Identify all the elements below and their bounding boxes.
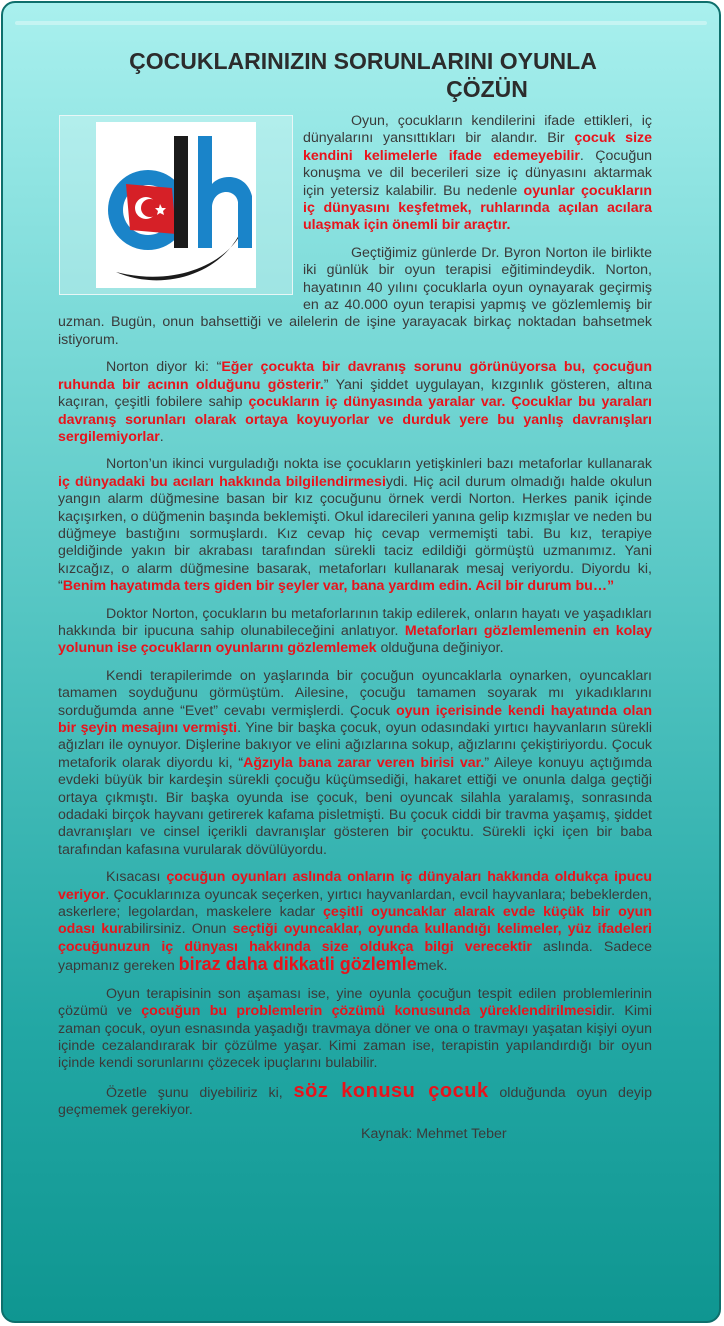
text-run: olduğuna değiniyor. bbox=[376, 640, 504, 657]
text-run: ” Aileye konuyu açtığımda evdeki büyük bir kardeşin sürekli çocuğu küçümsediği, hakaret ettiği ve onunla dalga geçtiği ortaya çıkmıştı. Bir başka oyunda ise çocuk, beni oyuncak silahla yaralamış, sonrasında odadaki birçok hayvanı getirerek kafama pisletmişti. Bu çocuk ciddi bir travma yaşamış, şiddet davranışları ve cinsel içerikli davranışlar gösteren bir çocuktu. Sürekli içki içen bir baba tarafından kafasına vurularak dövülüyordu. bbox=[58, 754, 652, 858]
text-run: mek. bbox=[416, 958, 448, 975]
text-run: ” Yani şiddet uygulayan, kızgınlık gösteren, altına kaçıran, çeşitli fobilere sahip bbox=[58, 376, 652, 411]
text-run: aslında. Sadece yapmanız gereken bbox=[58, 938, 652, 975]
poster-frame bbox=[1, 1, 721, 1323]
paragraph-5 bbox=[58, 606, 652, 658]
text-run: . bbox=[159, 428, 164, 445]
text-run: Norton diyor ki: “ bbox=[106, 359, 222, 376]
highlight-text: oyun içerisinde kendi hayatında olan bir şeyin mesajını vermişti bbox=[58, 702, 653, 736]
text-run: dir. Kimi zaman çocuk, oyun esnasında yaşadığı travmaya döner ve ona o travmayı yaşatan kişiyi oyun içinde cezalandırarak bir çözülme yaşar. Kimi zaman ise, terapistin yapılandırdığı bir oyun içinde kendi sorunlarını çözecek ipuçlarını bulabilir. bbox=[58, 1003, 653, 1072]
highlight-text-large: biraz daha dikkatli gözleml bbox=[178, 954, 407, 975]
highlight-text: çocuğun oyunları aslında onların iç dünyaları hakkında oldukça ipucu veriyor bbox=[58, 869, 652, 903]
paragraph-3 bbox=[58, 359, 652, 446]
title-line-2: ÇÖZÜN bbox=[446, 76, 528, 102]
paragraph-9 bbox=[58, 1079, 652, 1120]
paragraph-8 bbox=[58, 986, 652, 1073]
text-run: Geçtiğimiz günlerde Dr. Byron Norton ile birlikte iki günlük bir oyun terapisi eğitimindeydik. Norton, hayatının 40 yılını çocuklarla oyun oynayarak geçirmiş en az 40.000 oyun terapisi yapmış ve gözlemlemiş bir uzman. Bugün, onun bahsettiği ve ailelerin de işine yarayacak birkaç noktadan bahsetmek istiyorum. bbox=[58, 244, 652, 348]
text-run: abilirsiniz. Onun bbox=[123, 921, 233, 938]
text-run: . Çocuğun konuşma ve dil becerileri size iç dünyasını aktarmak için yetersiz kalabilir. Bu nedenle bbox=[303, 147, 652, 199]
highlight-text: oyunlar çocukların iç dünyasını keşfetmek, ruhlarında açılan acılara ulaşmak için önemli bir araçtır. bbox=[303, 182, 652, 234]
logo-float-spacer bbox=[58, 113, 303, 311]
highlight-text: Benim hayatımda ters giden bir şeyler var, bana yardım edin. Acil bir durum bu…” bbox=[62, 578, 615, 595]
text-run: Norton’un ikinci vurguladığı nokta ise çocukların yetişkinleri bazı metaforlar kullanarak bbox=[106, 456, 652, 473]
text-run: . Çocuklarınıza oyuncak seçerken, yırtıcı hayvanlardan, evcil hayvanlara; bebeklerden, askerlere; legolardan, maskelere kadar bbox=[58, 886, 652, 921]
highlight-text: seçtiği oyuncaklar, oyunda kullandığı kelimeler, yüz ifadeleri çocuğunuzun iç dünyası hakkında size oldukça bilgi verecektir bbox=[58, 921, 652, 955]
paragraph-6 bbox=[58, 668, 652, 859]
highlight-text: Eğer çocukta bir davranış sorunu görünüyorsa bu, çocuğun ruhunda bir acının olduğunu gösterir. bbox=[58, 359, 652, 393]
highlight-text-large: e bbox=[406, 954, 417, 975]
text-run: Oyun terapisinin son aşaması ise, yine oyunla çocuğun tespit edilen problemlerinin çözümü ve bbox=[58, 985, 652, 1020]
title-line-1: ÇOCUKLARINIZIN SORUNLARINI OYUNLA bbox=[129, 48, 597, 74]
paragraph-7 bbox=[58, 869, 652, 975]
article-body bbox=[58, 113, 652, 1153]
highlight-text: iç dünyadaki bu acıları hakkında bilgilendirmesi bbox=[58, 473, 386, 490]
highlight-text: çeşitli oyuncaklar alarak evde küçük bir oyun odası kur bbox=[58, 904, 652, 938]
page-title bbox=[63, 47, 663, 103]
highlight-text: çocuğun bu problemlerin çözümü konusunda yüreklendirilmesi bbox=[141, 1003, 597, 1020]
text-run: . Yine bir başka çocuk, oyun odasındaki yırtıcı hayvanların sürekli ağızları ile oynuyor. Dişlerine bakıyor ve elini ağızlarına sokup, ağızlarını çekiştiriyordu. Çocuk metaforik olarak diyordu ki, “ bbox=[58, 720, 652, 771]
text-run: Doktor Norton, çocukların bu metaforlarının takip edilerek, onların hayatı ve yaşadıkları hakkında bir ipucuna sahip olunabileceğini anlatıyor. bbox=[58, 605, 652, 639]
text-run: Kısacası bbox=[106, 869, 167, 886]
text-run: Özetle şunu diyebiliriz ki, bbox=[106, 1084, 294, 1101]
highlight-text: Ağzıyla bana zarar veren birisi var. bbox=[243, 754, 485, 771]
source-credit: Kaynak: Mehmet Teber bbox=[361, 1125, 507, 1142]
highlight-text: çocukların iç dünyasında yaralar var. Çocuklar bu yaraları davranış sorunları olarak ortaya koyuyorlar ve durduk yere bu yanlış davranışları sergilemiyorlar bbox=[58, 394, 652, 445]
text-run: ydi. Hiç acil durum olmadığı halde okulun yangın alarm düğmesine basan bir kız çocuğunu örnek verdi Norton. Herkes panik içinde kaçışırken, o düğmenin başında beklemişti. Okul idarecileri yanına gelip kızmışlar ve neden bu düğmeye bastığını sormuşlardı. Kız cevap hiç cevap vermemişti tabi. Bu kız, terapiye geldiğinde yakın bir akrabası tarafından sürekli taciz edildiği görmüştü uzmanımız. Yani kızcağız, o alarm düğmesine basarak, metaforları kullanarak mesaj veriyordu. Diyordu ki, “ bbox=[58, 473, 652, 595]
text-run: Kendi terapilerimde on yaşlarında bir çocuğun oyuncaklarla oynarken, oyuncakları tamamen soyduğunu görmüştüm. Ailesine, çocuğu tamamen soyarak mı yıkadıklarını sorduğumda anne “Evet” cevabı vermişlerdi. Çocuk bbox=[58, 667, 652, 719]
paragraph-4 bbox=[58, 456, 652, 595]
text-run: Oyun, çocukların kendilerini ifade ettikleri, iç dünyalarını yansıttıkları bir alandır. Bir bbox=[303, 113, 652, 147]
highlight-text-large: söz konusu çocuk bbox=[293, 1079, 489, 1102]
highlight-text: Metaforları gözlemlemenin en kolay yolunun ise çocukların oyunlarını gözlemlemek bbox=[58, 622, 652, 657]
text-run: olduğunda oyun deyip geçmemek gerekiyor. bbox=[58, 1084, 652, 1119]
highlight-text: çocuk size kendini kelimelerle ifade edemeyebilir bbox=[303, 130, 652, 164]
